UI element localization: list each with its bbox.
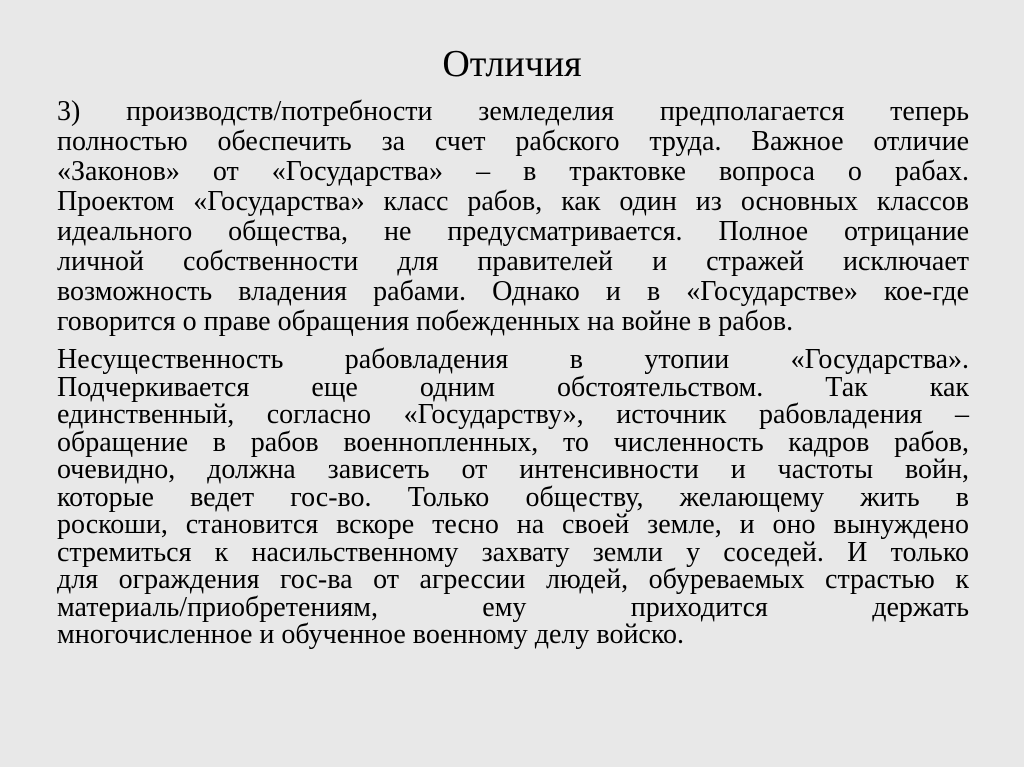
text-line: стремиться к насильственному захвату земли у соседей. И только (57, 536, 969, 568)
text-line: говорится о праве обращения побежденных на войне в рабов. (57, 306, 794, 337)
text-line: 3) производств/потребности земледелия предполагается теперь (57, 96, 969, 127)
text-line: роскоши, становится вскоре тесно на своей земле, и оно вынуждено (57, 509, 969, 540)
text-line: «Законов» от «Государства» – в трактовке вопроса о рабах. (57, 156, 969, 187)
text-line: единственный, согласно «Государству», источник рабовладения – (57, 399, 969, 430)
paragraph-2 (57, 346, 969, 649)
text-line: полностью обеспечить за счет рабского труда. Важное отличие (57, 126, 969, 157)
text-line: идеального общества, не предусматривается. Полное отрицание (57, 216, 969, 247)
paragraph-1 (57, 97, 969, 337)
text-line: для ограждения гос-ва от агрессии людей, обуреваемых страстью к (57, 564, 969, 595)
text-line: обращение в рабов военнопленных, то численность кадров рабов, (57, 426, 969, 458)
slide-title: Отличия (442, 43, 582, 85)
text-line: Подчеркивается еще одним обстоятельством. Так как (57, 371, 969, 403)
text-line: материаль/приобретениям, ему приходится держать (57, 591, 969, 623)
text-line: Несущественность рабовладения в утопии «Государства». (57, 344, 969, 375)
text-line: многочисленное и обученное военному делу войско. (57, 619, 685, 650)
text-line: Проектом «Государства» класс рабов, как один из основных классов (57, 186, 969, 217)
text-line: которые ведет гос-во. Только обществу, желающему жить в (57, 481, 969, 513)
text-line: возможность владения рабами. Однако и в «Государстве» кое-где (57, 276, 969, 307)
text-line: очевидно, должна зависеть от интенсивности и частоты войн, (57, 454, 969, 485)
text-line: личной собственности для правителей и стражей исключает (57, 246, 969, 277)
